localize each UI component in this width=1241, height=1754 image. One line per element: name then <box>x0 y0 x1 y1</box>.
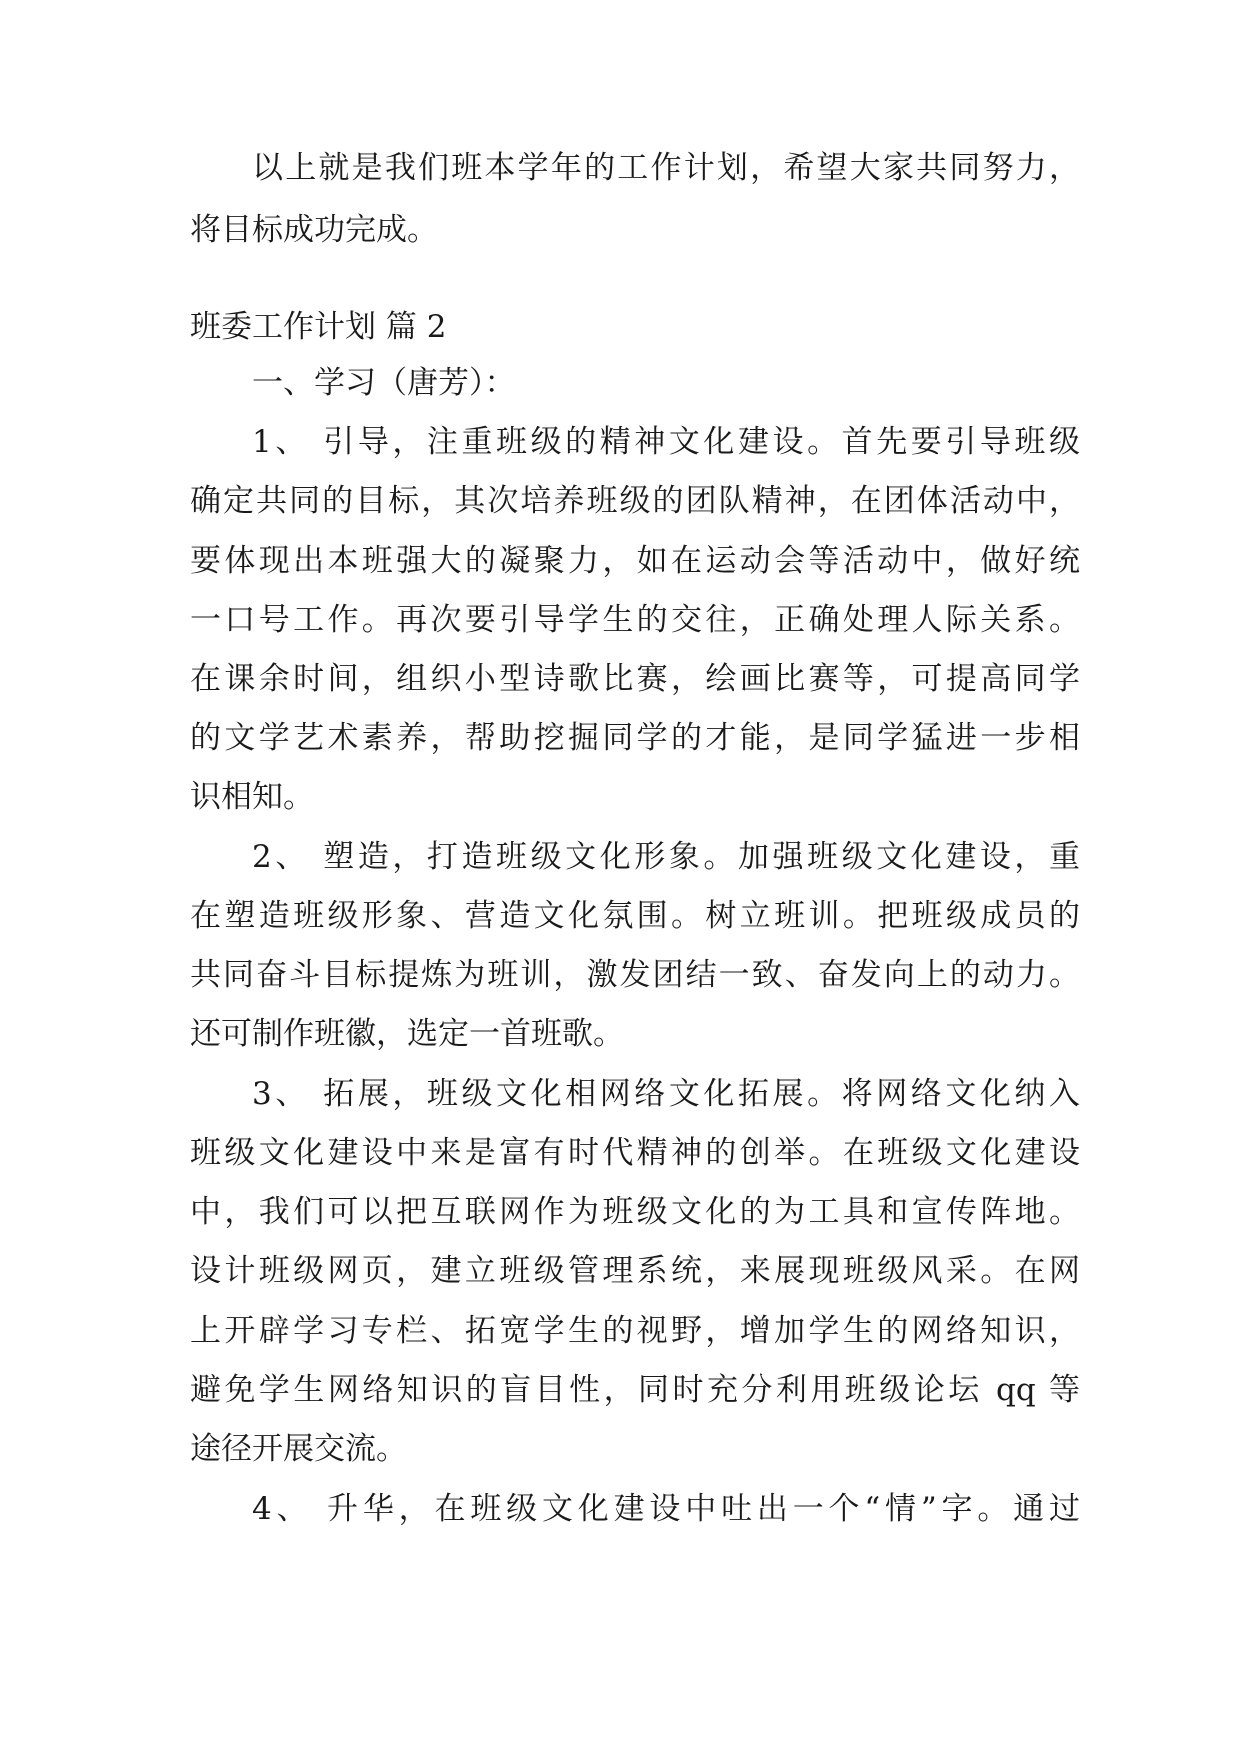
paragraph-line: 上开辟学习专栏、拓宽学生的视野，增加学生的网络知识， <box>190 1313 1080 1349</box>
paragraph-line: 2、 塑造，打造班级文化形象。加强班级文化建设，重 <box>252 839 1080 875</box>
paragraph-line: 一口号工作。再次要引导学生的交往，正确处理人际关系。 <box>190 602 1080 638</box>
paragraph-line: 要体现出本班强大的凝聚力，如在运动会等活动中，做好统 <box>190 543 1080 579</box>
paragraph-line: 途径开展交流。 <box>190 1431 407 1467</box>
paragraph-line: 3、 拓展，班级文化相网络文化拓展。将网络文化纳入 <box>252 1076 1080 1112</box>
paragraph-line: 将目标成功完成。 <box>190 212 438 248</box>
paragraph-line: 班级文化建设中来是富有时代精神的创举。在班级文化建设 <box>190 1135 1080 1171</box>
paragraph-line: 4、 升华，在班级文化建设中吐出一个“情”字。通过 <box>252 1491 1080 1527</box>
paragraph-line: 设计班级网页，建立班级管理系统，来展现班级风采。在网 <box>190 1253 1080 1289</box>
paragraph-line: 避免学生网络知识的盲目性，同时充分利用班级论坛 qq 等 <box>190 1372 1080 1408</box>
paragraph-line: 还可制作班徽，选定一首班歌。 <box>190 1016 624 1052</box>
paragraph-line: 以上就是我们班本学年的工作计划，希望大家共同努力， <box>252 150 1080 186</box>
paragraph-line: 确定共同的目标，其次培养班级的团队精神，在团体活动中， <box>190 483 1080 519</box>
paragraph-line: 共同奋斗目标提炼为班训，激发团结一致、奋发向上的动力。 <box>190 957 1080 993</box>
paragraph-line: 中，我们可以把互联网作为班级文化的为工具和宣传阵地。 <box>190 1194 1080 1230</box>
paragraph-line: 1、 引导，注重班级的精神文化建设。首先要引导班级 <box>252 424 1080 460</box>
subheading: 一、学习（唐芳）： <box>252 365 516 401</box>
paragraph-line: 在塑造班级形象、营造文化氛围。树立班训。把班级成员的 <box>190 898 1080 934</box>
section-heading: 班委工作计划 篇 2 <box>190 309 447 345</box>
paragraph-line: 识相知。 <box>190 779 314 815</box>
paragraph-line: 的文学艺术素养，帮助挖掘同学的才能，是同学猛进一步相 <box>190 720 1080 756</box>
paragraph-line: 在课余时间，组织小型诗歌比赛，绘画比赛等，可提高同学 <box>190 661 1080 697</box>
